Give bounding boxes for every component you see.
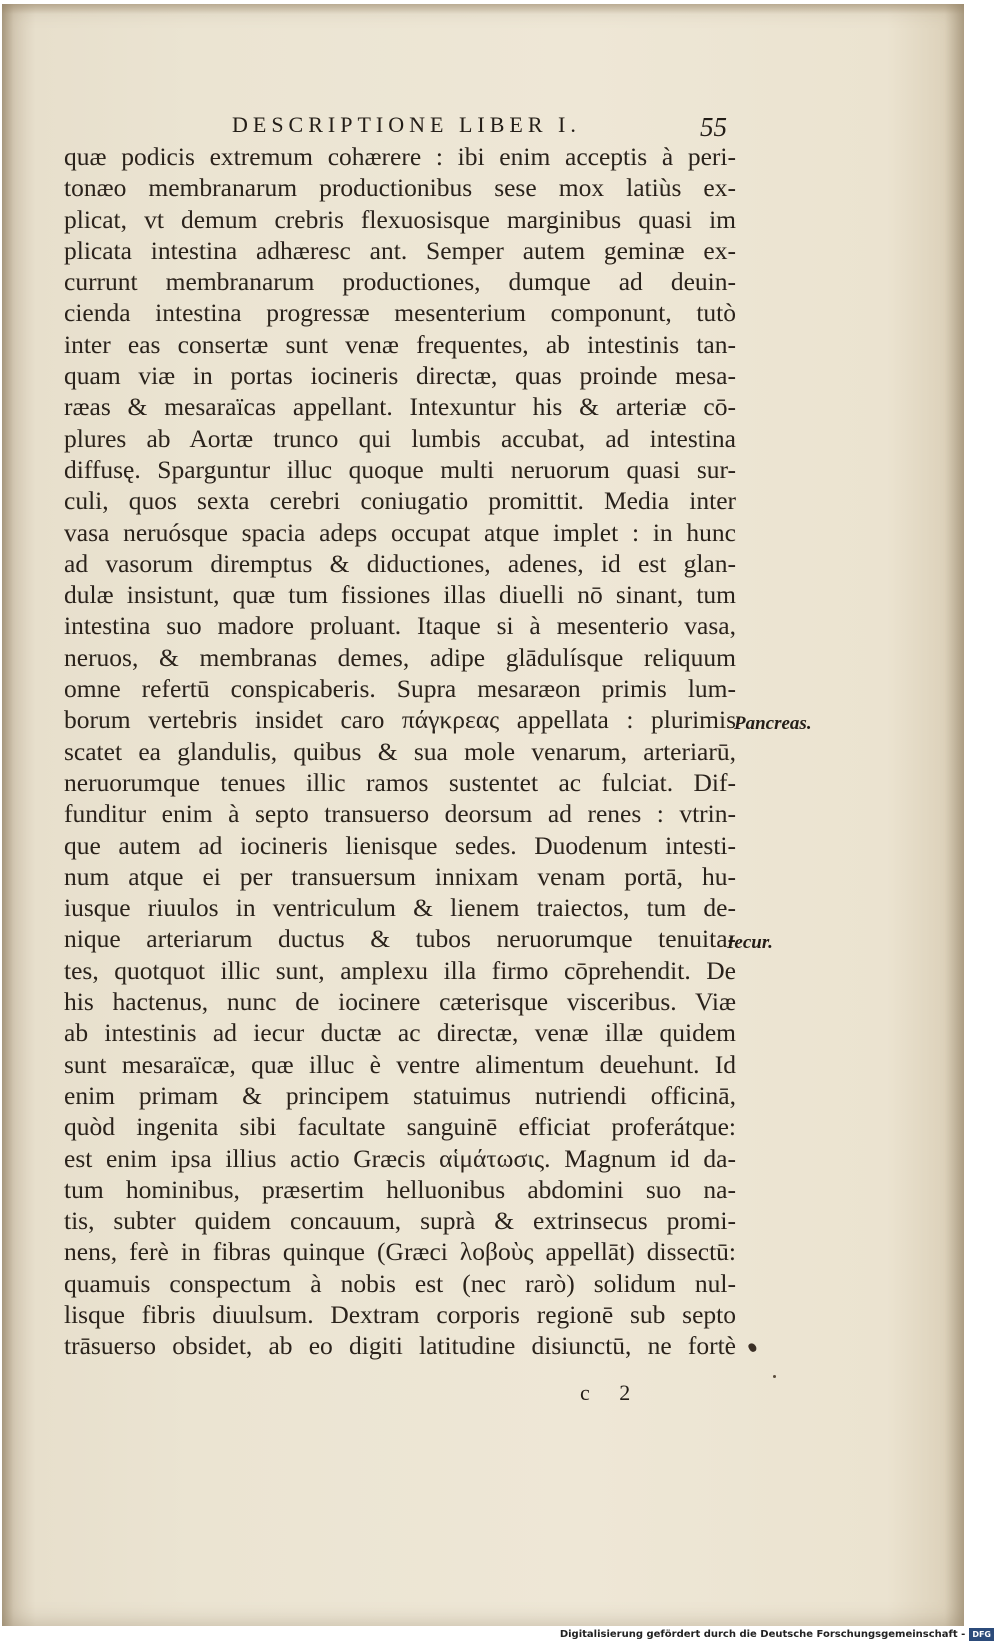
text-line: intestina suo madore proluant. Itaque si à mesenterio vasa, xyxy=(64,611,736,641)
text-line: diffusę. Sparguntur illuc quoque multi neruorum quasi sur- xyxy=(64,454,736,484)
dfg-logo: DFG xyxy=(969,1628,994,1641)
running-head: DESCRIPTIONE LIBER I. xyxy=(232,112,581,137)
dust-spot xyxy=(773,1375,776,1378)
text-line: dulæ insistunt, quæ tum fissiones illas diuelli nō sinant, tum xyxy=(64,580,736,610)
text-line: enim primam & principem statuimus nutriendi officinā, xyxy=(64,1080,736,1110)
text-line: quamuis conspectum à nobis est (nec rarò) solidum nul- xyxy=(64,1268,736,1298)
text-line: inter eas consertæ sunt venæ frequentes, ab intestinis tan- xyxy=(64,329,736,359)
text-line: est enim ipsa illius actio Græcis αἱμάτωσις. Magnum id da- xyxy=(64,1143,736,1173)
signature-mark: c 2 xyxy=(580,1380,643,1405)
page-number: 55 xyxy=(700,112,727,142)
text-line: cienda intestina progressæ mesenterium componunt, tutò xyxy=(64,298,736,328)
text-line: ad vasorum diremptus & diductiones, adenes, id est glan- xyxy=(64,548,736,578)
text-line: sunt mesaraïcæ, quæ illuc è ventre alimentum deuehunt. Id xyxy=(64,1049,736,1079)
body-text xyxy=(64,141,736,1362)
funding-text: Digitalisierung gefördert durch die Deutsche Forschungsgemeinschaft - xyxy=(559,1628,966,1640)
text-line: currunt membranarum productiones, dumque ad deuin- xyxy=(64,267,736,297)
text-line: ræas & mesaraïcas appellant. Intexuntur his & arteriæ cō- xyxy=(64,392,736,422)
text-line: plures ab Aortæ trunco qui lumbis accubat, ad intestina xyxy=(64,423,736,453)
text-line: plicat, vt demum crebris flexuosisque marginibus quasi im xyxy=(64,204,736,234)
text-line: quam viæ in portas iocineris directæ, quas proinde mesa- xyxy=(64,361,736,391)
text-line: borum vertebris insidet caro πάγκρεας appellata : plurimis xyxy=(64,705,736,735)
text-line: trāsuerso obsidet, ab eo digiti latitudine disiunctū, ne fortè xyxy=(64,1331,736,1361)
text-line: nique arteriarum ductus & tubos neruorumque tenuita- xyxy=(64,924,736,954)
text-line: omne refertū conspicaberis. Supra mesaræon primis lum- xyxy=(64,674,736,704)
text-line: his hactenus, nunc de iocinere cæterisque visceribus. Viæ xyxy=(64,987,736,1017)
text-line: num atque ei per transuersum innixam venam portā, hu- xyxy=(64,861,736,891)
text-line: vasa neruósque spacia adeps occupat atque implet : in hunc xyxy=(64,517,736,547)
text-line: tum hominibus, præsertim helluonibus abdomini suo na- xyxy=(64,1174,736,1204)
marginal-note-pancreas: Pancreas. xyxy=(734,713,812,734)
text-line: tis, subter quidem concauum, suprà & extrinsecus promi- xyxy=(64,1206,736,1236)
text-line: quòd ingenita sibi facultate sanguinē efficiat proferátque: xyxy=(64,1112,736,1142)
text-line: nens, ferè in fibras quinque (Græci λοβοὺς appellāt) dissectū: xyxy=(64,1237,736,1267)
marginal-note-iecur: Iecur. xyxy=(727,932,773,953)
text-line: neruorumque tenues illic ramos sustentet ac fulciat. Dif- xyxy=(64,767,736,797)
text-line: scatet ea glandulis, quibus & sua mole venarum, arteriarū, xyxy=(64,736,736,766)
text-line: culi, quos sexta cerebri coniugatio promittit. Media inter xyxy=(64,486,736,516)
page-top-edge xyxy=(2,4,964,14)
text-line: lisque fibris diuulsum. Dextram corporis regionē sub septo xyxy=(64,1299,736,1329)
text-line: iusque riuulos in ventriculum & lienem traiectos, tum de- xyxy=(64,893,736,923)
funding-footer xyxy=(560,1627,994,1641)
text-line: plicata intestina adhæresc ant. Semper autem geminæ ex- xyxy=(64,235,736,265)
text-line: tonæo membranarum productionibus sese mox latiùs ex- xyxy=(64,173,736,203)
text-line: tes, quotquot illic sunt, amplexu illa firmo cōprehendit. De xyxy=(64,955,736,985)
text-line: neruos, & membranas demes, adipe glādulísque reliquum xyxy=(64,642,736,672)
text-line: quæ podicis extremum cohærere : ibi enim acceptis à peri- xyxy=(64,142,736,171)
text-line: que autem ad iocineris lienisque sedes. Duodenum intesti- xyxy=(64,830,736,860)
text-line: ab intestinis ad iecur ductæ ac directæ, venæ illæ quidem xyxy=(64,1018,736,1048)
text-line: funditur enim à septo transuerso deorsum ad renes : vtrin- xyxy=(64,799,736,829)
